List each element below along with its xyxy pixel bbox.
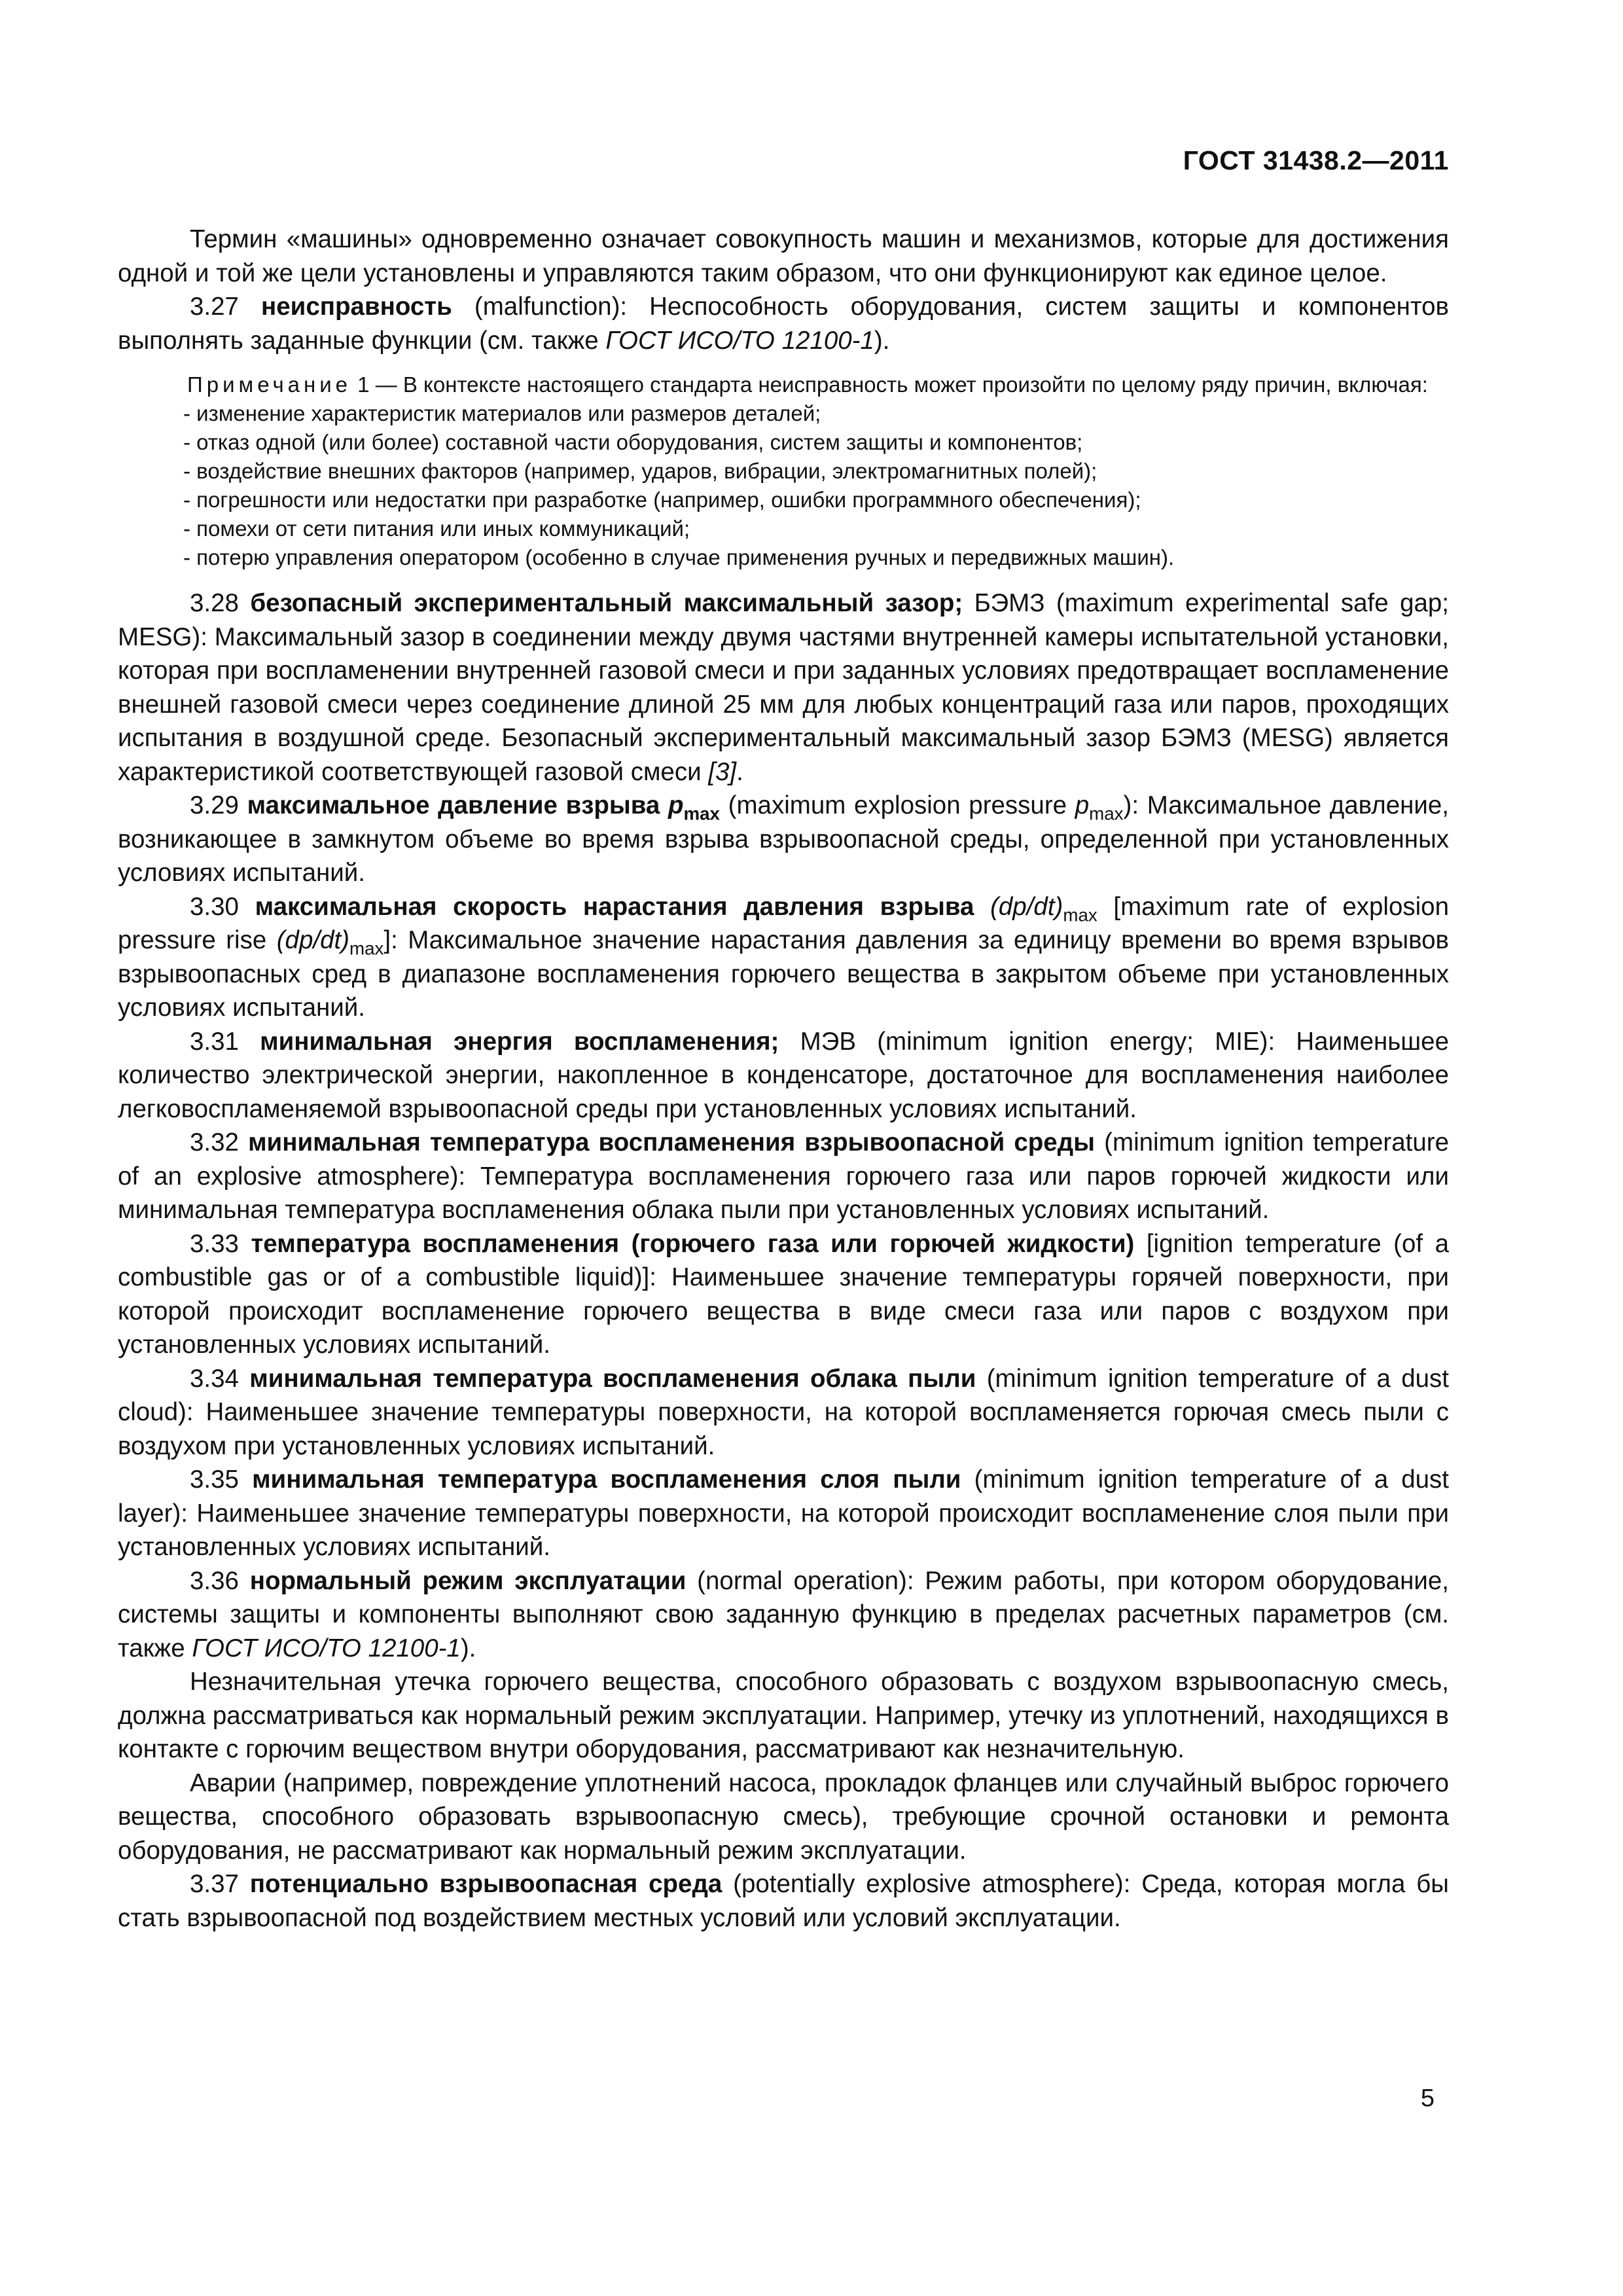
term-3-28: 3.28 безопасный экспериментальный максимальный зазор; БЭМЗ (maximum experimental safe gap; MESG): Максимальный зазор в соединении между двумя частями внутренней камеры испытательной установки, которая при воспламенении внутренней газовой смеси и при заданных условиях предотвращает воспламенение внешней газовой смеси через соединение длиной 25 мм для любых концентраций газа или паров, проходящих испытания в воздушной среде. Безопасный экспериментальный максимальный зазор БЭМЗ (MESG) является характеристикой соответствующей газовой смеси [3]. — [118, 589, 1449, 786]
term-3-32: 3.32 минимальная температура воспламенения взрывоопасной среды (minimum ignition temperature of an explosive atmosphere): Температура воспламенения горючего газа или паров горючей жидкости или минимальная температура воспламенения облака пыли при установленных условиях испытаний. — [118, 1128, 1449, 1224]
leak-paragraph: Незначительная утечка горючего вещества, способного образовать с воздухом взрывоопасную смесь, должна рассматриваться как нормальный режим эксплуатации. Например, утечку из уплотнений, находящихся в контакте с горючим веществом внутри оборудования, рассматривают как незначительную. — [118, 1668, 1449, 1763]
note-lead: Примечание 1 — В контексте настоящего стандарта неисправность может произойти по целому ряду причин, включая: — [187, 372, 1428, 397]
list-item: - воздействие внешних факторов (например, ударов, вибрации, электромагнитных полей); — [183, 459, 1097, 483]
list-item: - помехи от сети питания или иных коммуникаций; — [183, 516, 690, 541]
document-body — [118, 223, 1449, 1935]
list-item: - отказ одной (или более) составной части оборудования, систем защиты и компонентов; — [183, 430, 1083, 454]
term-3-36: 3.36 нормальный режим эксплуатации (normal operation): Режим работы, при котором оборудование, системы защиты и компоненты выполняют свою заданную функцию в пределах расчетных параметров (см. также ГОСТ ИСО/ТО 12100-1). — [118, 1566, 1449, 1662]
accident-paragraph: Аварии (например, повреждение уплотнений насоса, прокладок фланцев или случайный выброс горючего вещества, способного образовать взрывоопасную смесь), требующие срочной остановки и ремонта оборудования, не рассматривают как нормальный режим эксплуатации. — [118, 1768, 1449, 1865]
term-3-31: 3.31 минимальная энергия воспламенения; МЭВ (minimum ignition energy; MIE): Наименьшее количество электрической энергии, накопленное в конденсаторе, достаточное для воспламенения наиболее легковоспламеняемой взрывоопасной среды при установленных условиях испытаний. — [118, 1027, 1450, 1123]
standard-header: ГОСТ 31438.2—2011 — [1183, 145, 1449, 175]
note-list — [118, 399, 1449, 572]
note-block — [118, 370, 1449, 572]
term-3-35: 3.35 минимальная температура воспламенения слоя пыли (minimum ignition temperature of a dust layer): Наименьшее значение температуры поверхности, на которой происходит воспламенение слоя пыли при установленных условиях испытаний. — [118, 1465, 1449, 1561]
term-3-29: 3.29 максимальное давление взрыва $p_{max}$ (maximum explosion pressure $p_{max}$): Максимальное давление, возникающее в замкнутом объеме во время взрыва взрывоопасной среды, определенной при установленных условиях испытаний. — [118, 791, 1449, 887]
intro-paragraph: Термин «машины» одновременно означает совокупность машин и механизмов, которые для достижения одной и той же цели установлены и управляются таким образом, что они функционируют как единое целое. — [118, 225, 1449, 287]
term-3-37: 3.37 потенциально взрывоопасная среда (potentially explosive atmosphere): Среда, которая могла бы стать взрывоопасной под воздействием местных условий или условий эксплуатации. — [118, 1870, 1449, 1932]
list-item: - погрешности или недостатки при разработке (например, ошибки программного обеспечения); — [183, 488, 1141, 512]
term-3-34: 3.34 минимальная температура воспламенения облака пыли (minimum ignition temperature of a dust cloud): Наименьшее значение температуры поверхности, на которой воспламеняется горючая смесь пыли с воздухом при установленных условиях испытаний. — [118, 1364, 1450, 1460]
list-item: - изменение характеристик материалов или размеров деталей; — [183, 401, 821, 425]
page-number: 5 — [1420, 2085, 1435, 2112]
list-item: - потерю управления оператором (особенно в случае применения ручных и передвижных машин). — [183, 545, 1175, 569]
note-label: Примечание — [187, 372, 352, 397]
term-3-30: 3.30 максимальная скорость нарастания давления взрыва $(dp/dt)_{max}$ [maximum rate of explosion pressure rise $(dp/dt)_{max}$]: Максимальное значение нарастания давления за единицу времени во время взрывов взрывоопасных сред в диапазоне воспламенения горючего вещества в закрытом объеме при установленных условиях испытаний. — [118, 892, 1450, 1022]
term-3-27: 3.27 неисправность (malfunction): Неспособность оборудования, систем защиты и компонентов выполнять заданные функции (см. также ГОСТ ИСО/ТО 12100-1). — [118, 293, 1450, 355]
term-3-33: 3.33 температура воспламенения (горючего газа или горючей жидкости) [ignition temperature (of a combustible gas or of a combustible liquid)]: Наименьшее значение температуры горячей поверхности, при которой происходит воспламенение горючего вещества в виде смеси газа или паров с воздухом при установленных условиях испытаний. — [118, 1229, 1449, 1359]
